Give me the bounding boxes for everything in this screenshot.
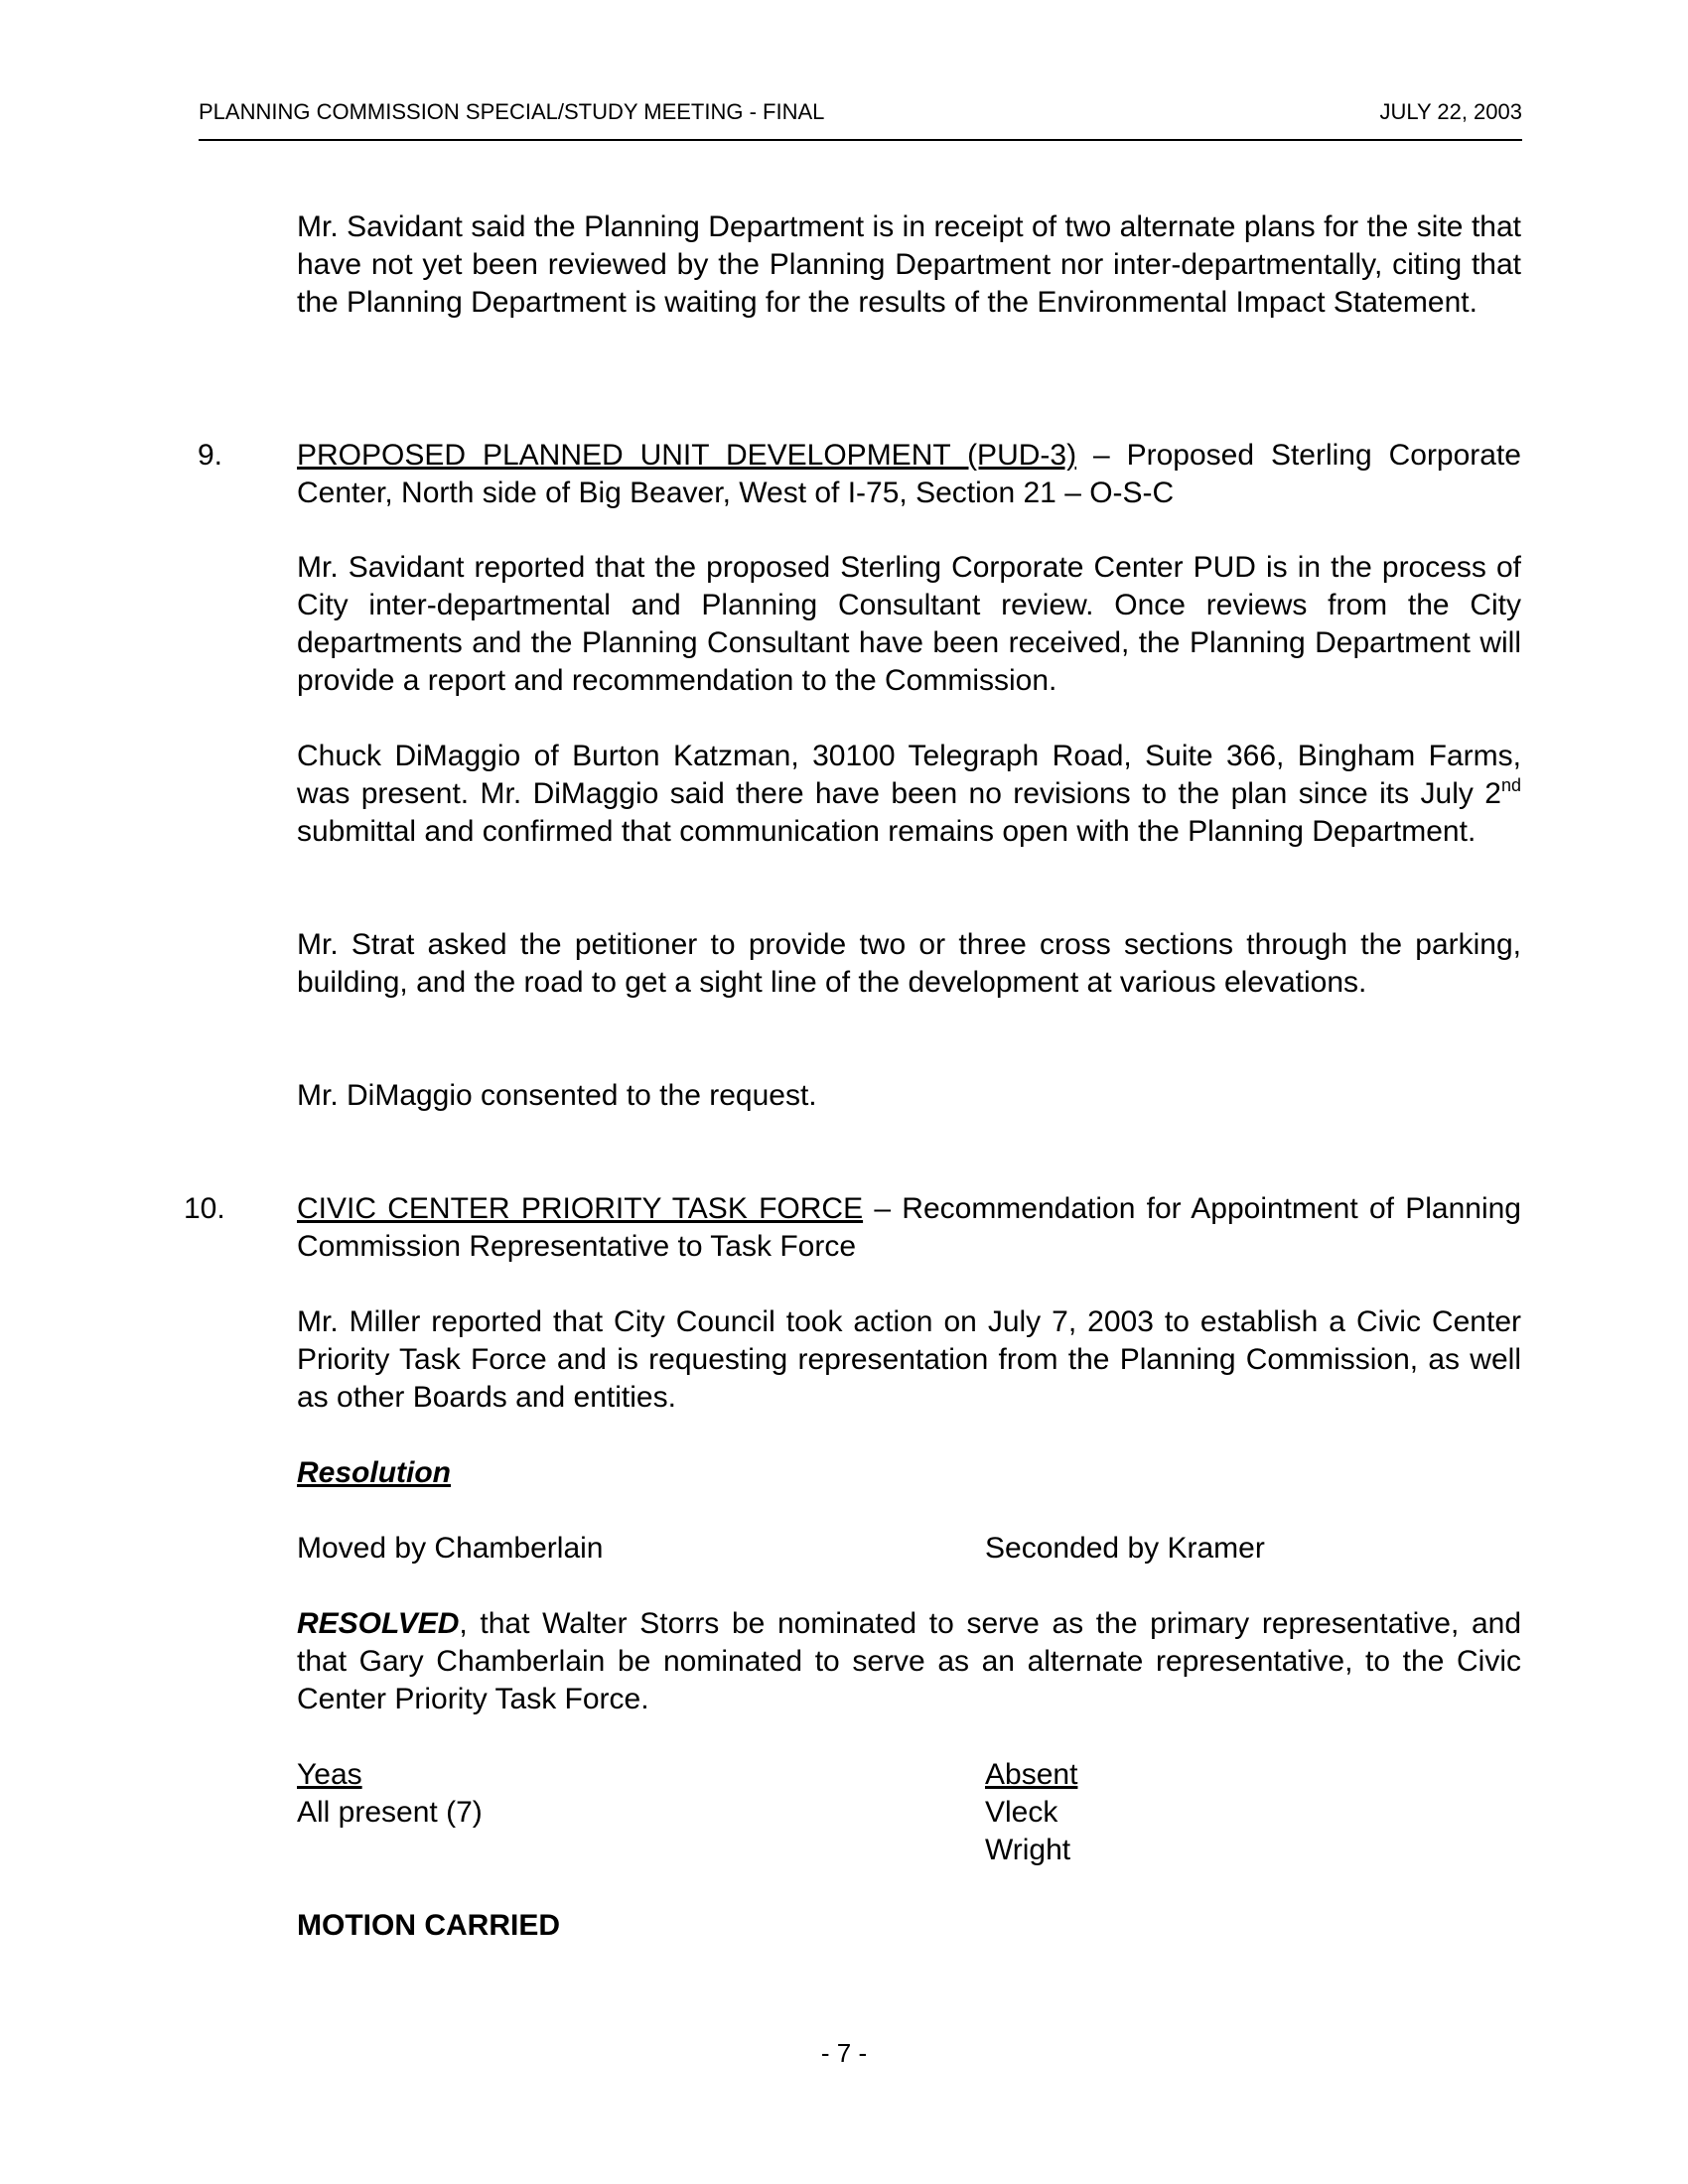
item-9-paragraph-3-wrap	[297, 926, 1521, 1002]
item-10-paragraph-1: Mr. Miller reported that City Council took action on July 7, 2003 to establish a Civic Center Priority Task Force and is requesting representation from the Planning Commission, as well as other Boards and entities.	[297, 1305, 1521, 1414]
motion-carried: MOTION CARRIED	[297, 1909, 560, 1942]
item-10-title: CIVIC CENTER PRIORITY TASK FORCE	[297, 1192, 864, 1225]
resolved-word: RESOLVED	[297, 1607, 460, 1640]
absent-label: Absent	[985, 1758, 1078, 1791]
page-header	[199, 99, 1522, 141]
item-9-paragraph-2	[297, 738, 1521, 851]
resolution-heading-wrap	[297, 1454, 1521, 1492]
resolved-paragraph-wrap	[297, 1605, 1521, 1718]
item-9-heading	[297, 437, 1521, 512]
absent-member: Vleck	[985, 1796, 1058, 1829]
item-9-p2-sup: nd	[1500, 775, 1521, 795]
item-9-title-rest: – Proposed Sterling Corporate Center, North side of Big Beaver, West of I-75, Section 21 – O-S-C	[297, 439, 1521, 509]
item-9-title: PROPOSED PLANNED UNIT DEVELOPMENT (PUD-3)	[297, 439, 1077, 472]
resolved-text: , that Walter Storrs be nominated to serve as the primary representative, and that Gary Chamberlain be nominated to serve as an alternate representative, to the Civic Center Priority Task Force.	[297, 1607, 1521, 1715]
seconded-by: Seconded by Kramer	[985, 1532, 1265, 1565]
item-10-section	[297, 1190, 1521, 1266]
header-date: JULY 22, 2003	[1379, 99, 1522, 124]
item-9-paragraph-1-wrap	[297, 549, 1521, 700]
item-9-paragraph-2-wrap	[297, 738, 1521, 851]
intro-paragraph: Mr. Savidant said the Planning Department is in receipt of two alternate plans for the site that have not yet been reviewed by the Planning Department nor inter-departmentally, citing that the Planning Department is waiting for the results of the Environmental Impact Statement.	[297, 210, 1521, 319]
yeas-value: All present (7)	[297, 1796, 483, 1829]
item-9-paragraph-1: Mr. Savidant reported that the proposed Sterling Corporate Center PUD is in the process of City inter-departmental and Planning Consultant review. Once reviews from the City departments and the Planning Consultant have been received, the Planning Department will provide a report and recommendation to the Commission.	[297, 551, 1521, 697]
page-number: - 7 -	[820, 2038, 868, 2068]
item-9-paragraph-4-wrap	[297, 1077, 1521, 1115]
yeas-label: Yeas	[297, 1758, 362, 1791]
motion-wrap	[297, 1907, 1521, 1945]
item-10-heading	[297, 1190, 1521, 1266]
item-10-title-rest: – Recommendation for Appointment of Planning Commission Representative to Task Force	[297, 1192, 1521, 1263]
item-9-p2-part-b: submittal and confirmed that communication remains open with the Planning Department.	[297, 815, 1477, 848]
item-9-paragraph-4: Mr. DiMaggio consented to the request.	[297, 1079, 817, 1112]
item-9-p2-part-a: Chuck DiMaggio of Burton Katzman, 30100 Telegraph Road, Suite 366, Bingham Farms, was present. Mr. DiMaggio said there have been no revisions to the plan since its July 2	[297, 740, 1521, 810]
intro-section	[297, 208, 1521, 322]
moved-by: Moved by Chamberlain	[297, 1532, 604, 1565]
item-9-paragraph-3: Mr. Strat asked the petitioner to provide two or three cross sections through the parking, building, and the road to get a sight line of the development at various elevations.	[297, 928, 1521, 999]
vote-yeas	[297, 1756, 483, 1832]
item-10-number: 10.	[184, 1192, 225, 1225]
header-title: PLANNING COMMISSION SPECIAL/STUDY MEETING - FINAL	[199, 99, 825, 124]
absent-member: Wright	[985, 1834, 1071, 1866]
resolved-paragraph	[297, 1605, 1521, 1718]
vote-absent	[985, 1756, 1077, 1869]
resolution-heading: Resolution	[297, 1456, 451, 1489]
item-10-paragraph-1-wrap	[297, 1303, 1521, 1417]
item-9-section	[297, 437, 1521, 512]
item-9-number: 9.	[198, 439, 223, 472]
